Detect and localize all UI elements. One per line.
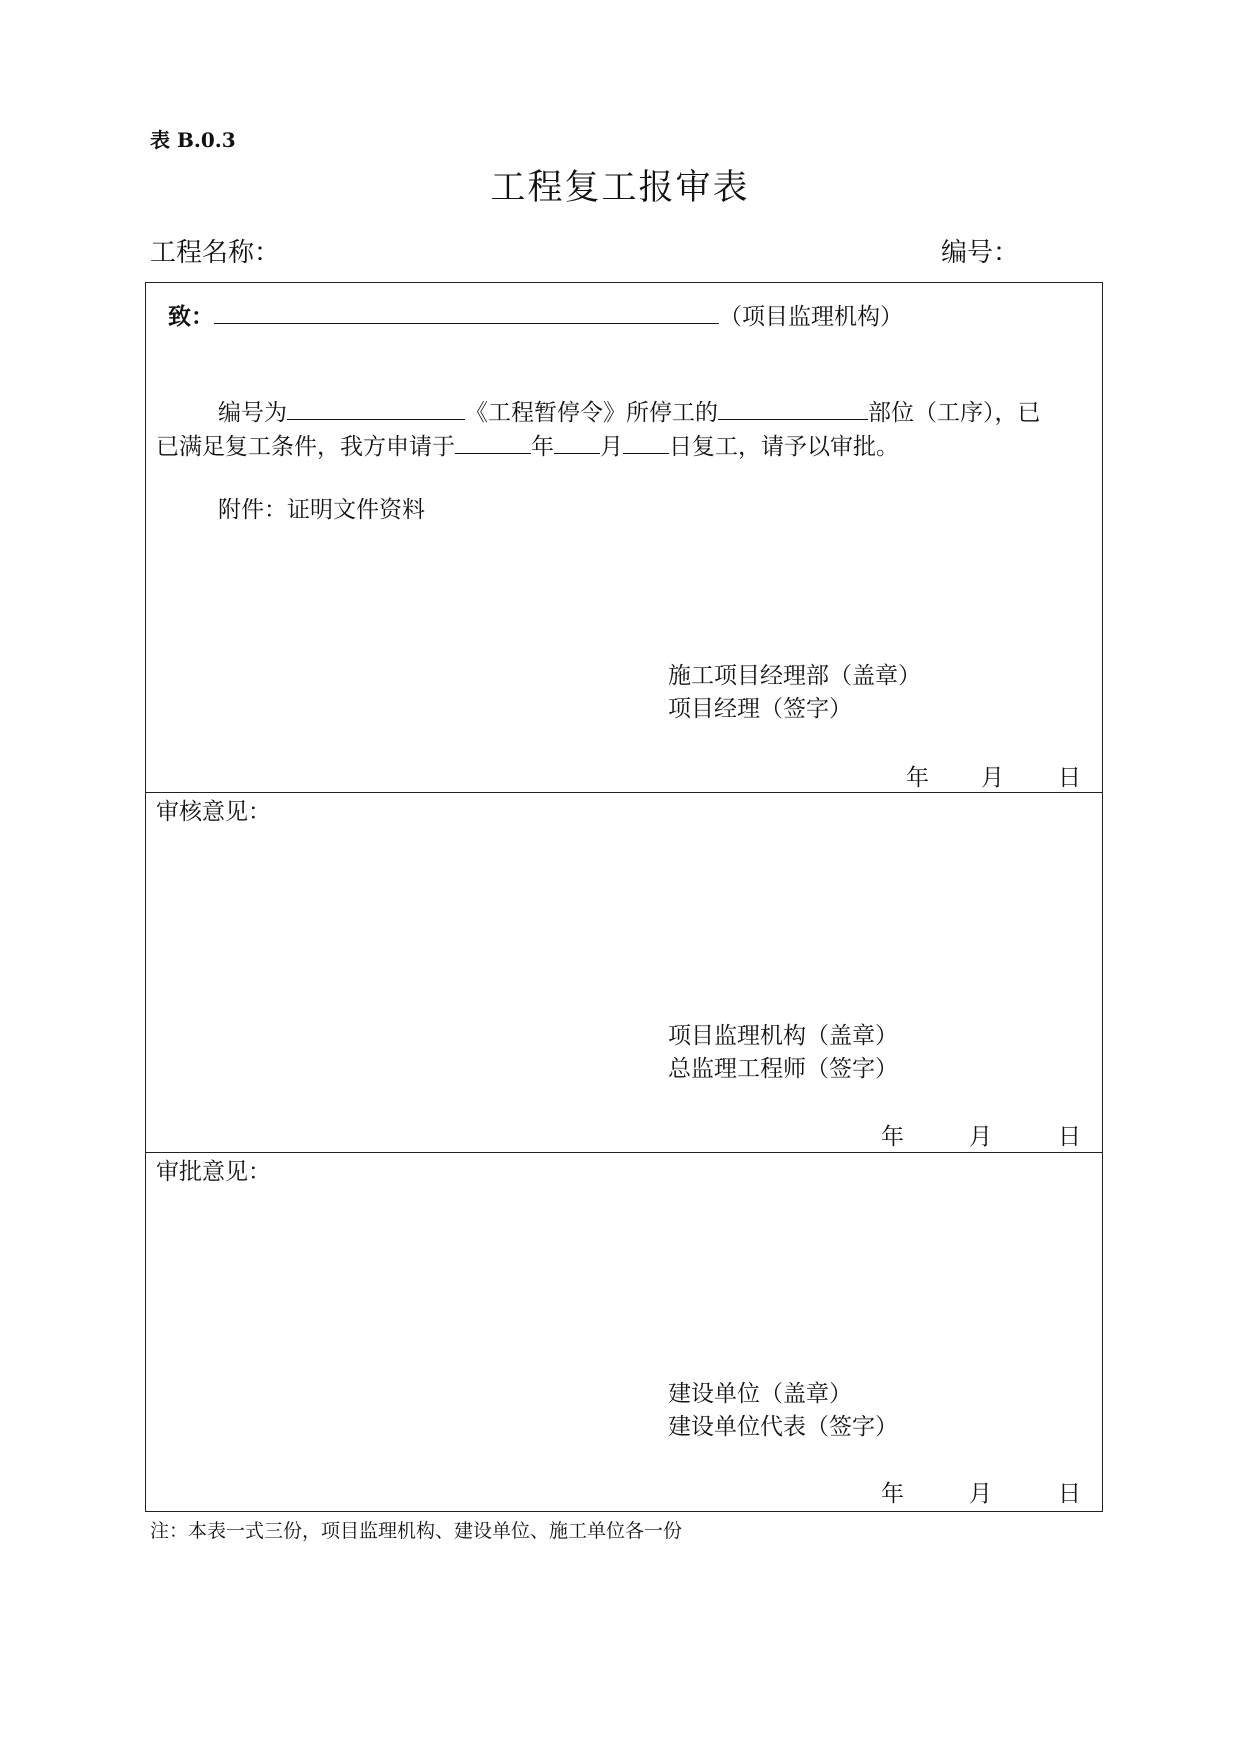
owner-stamp-label: 建设单位（盖章） [668, 1381, 852, 1407]
form-number-label: 编号： [941, 238, 1020, 268]
resume-year-label: 年 [531, 434, 554, 460]
supervisor-stamp-label: 项目监理机构（盖章） [668, 1023, 898, 1049]
attachment-line: 附件：证明文件资料 [218, 497, 425, 523]
approval-opinion-label: 审批意见： [156, 1159, 271, 1185]
footnote: 注：本表一式三份，项目监理机构、建设单位、施工单位各一份 [150, 1520, 683, 1542]
review-opinion-label: 审核意见： [156, 799, 271, 825]
stopped-part-field[interactable] [718, 397, 868, 420]
date-year: 年 [881, 1481, 904, 1507]
resume-month-field[interactable] [554, 431, 600, 454]
recipient-suffix: （项目监理机构） [719, 304, 903, 330]
date-month: 月 [969, 1481, 992, 1507]
recipient-line [168, 301, 903, 332]
project-manager-sign-label: 项目经理（签字） [668, 696, 852, 722]
form-table [145, 282, 1103, 1512]
para-prefix: 编号为 [218, 400, 287, 426]
project-name-label: 工程名称： [150, 238, 281, 268]
resume-day-text: 日复工，请予以审批。 [669, 434, 899, 460]
review-section [146, 793, 1102, 1153]
line2-prefix: 已满足复工条件，我方申请于 [156, 434, 455, 460]
to-label: 致： [168, 303, 214, 330]
date-day: 日 [1058, 1481, 1081, 1507]
approval-section [146, 1153, 1102, 1511]
stop-order-number-field[interactable] [287, 397, 465, 420]
resume-year-field[interactable] [455, 431, 531, 454]
application-paragraph-line2 [156, 431, 899, 462]
date-year: 年 [881, 1124, 904, 1150]
date-day: 日 [1058, 1124, 1081, 1150]
para-part: 部位（工序），已 [868, 400, 1041, 426]
recipient-field[interactable] [214, 301, 719, 324]
date-year: 年 [906, 765, 929, 791]
date-month: 月 [981, 765, 1004, 791]
resume-day-field[interactable] [623, 431, 669, 454]
resume-month-label: 月 [600, 434, 623, 460]
form-code: 表 B.0.3 [150, 128, 236, 152]
application-paragraph-line1 [218, 397, 1041, 428]
chief-engineer-sign-label: 总监理工程师（签字） [668, 1056, 898, 1082]
date-day: 日 [1058, 765, 1081, 791]
date-month: 月 [969, 1124, 992, 1150]
application-section [146, 283, 1102, 793]
page-title: 工程复工报审表 [490, 168, 750, 208]
para-order: 《工程暂停令》所停工的 [465, 400, 718, 426]
owner-representative-sign-label: 建设单位代表（签字） [668, 1414, 898, 1440]
contractor-stamp-label: 施工项目经理部（盖章） [668, 663, 921, 689]
